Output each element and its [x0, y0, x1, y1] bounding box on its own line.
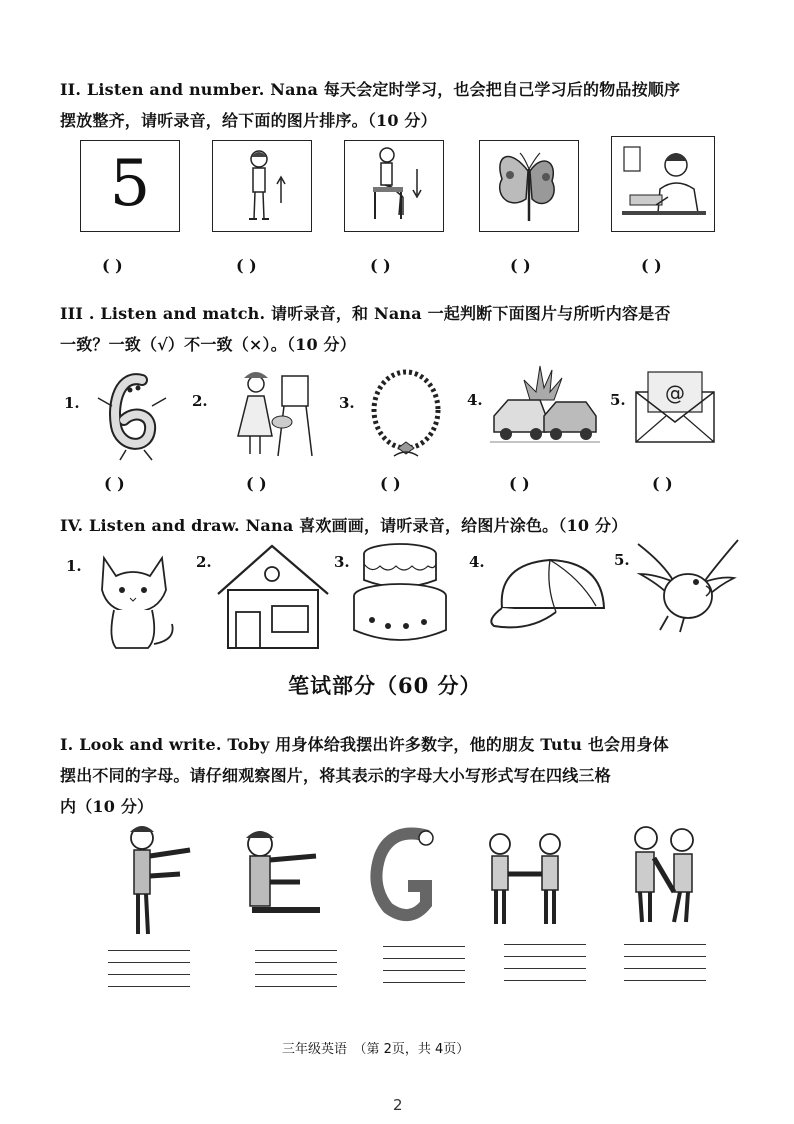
item-number: 2. [196, 553, 212, 571]
section-w1-instruction-line1: I. Look and write. Toby 用身体给我摆出许多数字，他的朋友 Tutu 也会用身体 [60, 735, 669, 754]
picture-cap-outline [484, 556, 614, 632]
item-number: 5. [614, 551, 630, 569]
answer-paren[interactable]: ( ) [236, 256, 257, 275]
picture-girl-painting [228, 366, 322, 462]
picture-body-letter-g [362, 826, 442, 926]
item-number: 4. [467, 391, 483, 409]
section2-instruction-line1: II. Listen and number. Nana 每天会定时学习，也会把自己学习后的物品按顺序 [60, 80, 681, 99]
item-number: 1. [66, 557, 82, 575]
section-w1-instruction-line2: 摆出不同的字母。请仔细观察图片，将其表示的字母大小写形式写在四线三格 [60, 766, 611, 785]
picture-necklace [366, 368, 448, 464]
answer-paren[interactable]: ( ) [246, 474, 267, 493]
picture-body-letter-h [478, 830, 574, 928]
writing-grid[interactable] [504, 944, 586, 982]
picture-bird-outline [634, 534, 740, 634]
item-number: 2. [192, 392, 208, 410]
answer-paren[interactable]: ( ) [510, 256, 531, 275]
picture-body-letter-f [118, 822, 198, 942]
written-part-heading: 笔试部分（60 分） [288, 673, 482, 698]
picture-boy-studying [611, 136, 715, 232]
item-number: 3. [334, 553, 350, 571]
section2-instruction-line2: 摆放整齐，请听录音，给下面的图片排序。（10 分） [60, 111, 437, 130]
picture-email-envelope [634, 368, 716, 448]
answer-paren[interactable]: ( ) [652, 474, 673, 493]
item-number: 1. [64, 394, 80, 412]
answer-paren[interactable]: ( ) [641, 256, 662, 275]
answer-paren[interactable]: ( ) [380, 474, 401, 493]
answer-paren[interactable]: ( ) [370, 256, 391, 275]
item-number: 5. [610, 391, 626, 409]
page-number: 2 [393, 1096, 403, 1114]
section3-instruction-line1: III . Listen and match. 请听录音，和 Nana 一起判断下面图片与所听内容是否 [60, 304, 671, 323]
writing-grid[interactable] [383, 946, 465, 984]
picture-butterfly [479, 140, 579, 232]
answer-paren[interactable]: ( ) [509, 474, 530, 493]
writing-grid[interactable] [108, 950, 190, 988]
picture-house-outline [212, 542, 334, 652]
section3-instruction-line2: 一致？一致（√）不一致（×）。（10 分） [60, 335, 356, 354]
answer-paren[interactable]: ( ) [104, 474, 125, 493]
picture-sit-down [344, 140, 444, 232]
svg-text:@: @ [665, 381, 685, 405]
picture-cat-outline [88, 548, 184, 654]
page-footer: 三年级英语 （第 2页，共 4页） [282, 1042, 470, 1057]
picture-number-six-cartoon [90, 366, 176, 462]
picture-car-crash [490, 360, 600, 446]
picture-number-five [80, 140, 180, 232]
writing-grid[interactable] [624, 944, 706, 982]
big-number-five: 5 [109, 147, 151, 221]
picture-stand-up [212, 140, 312, 232]
item-number: 3. [339, 394, 355, 412]
picture-body-letter-e [230, 826, 326, 922]
section4-instruction-line1: IV. Listen and draw. Nana 喜欢画画，请听录音，给图片涂色。（10 分） [60, 516, 628, 535]
picture-cake-outline [350, 540, 450, 652]
answer-paren[interactable]: ( ) [102, 256, 123, 275]
writing-grid[interactable] [255, 950, 337, 988]
section-w1-instruction-line3: 内（10 分） [60, 797, 154, 816]
item-number: 4. [469, 553, 485, 571]
picture-body-letter-n [624, 822, 708, 926]
